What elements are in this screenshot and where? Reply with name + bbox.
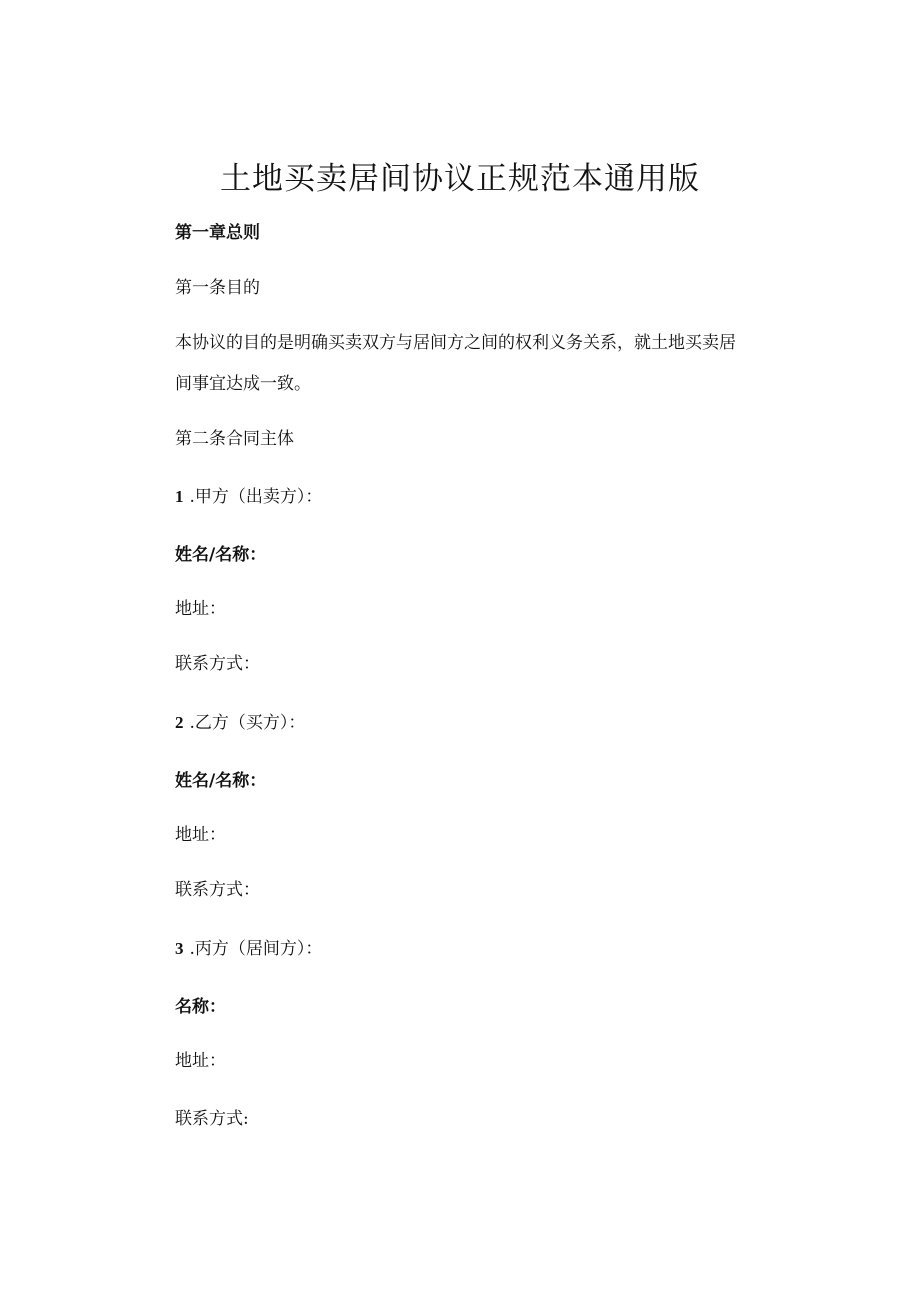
article-1-title: 第一条目的 — [175, 278, 260, 298]
party-a-number: 1 — [175, 487, 184, 506]
article-1-body-line-2: 间事宜达成一致。 — [175, 374, 311, 394]
party-a-address-label: 地址： — [175, 599, 226, 619]
article-2-title: 第二条合同主体 — [175, 429, 294, 449]
party-c-number: 3 — [175, 939, 184, 958]
party-c-name-label: 名称： — [175, 997, 226, 1017]
party-a-heading — [175, 484, 322, 510]
party-b-name-label: 姓名/名称： — [175, 771, 267, 791]
article-1-body-line-1: 本协议的目的是明确买卖双方与居间方之间的权利义务关系，就土地买卖居 — [175, 333, 736, 353]
party-b-number: 2 — [175, 713, 184, 732]
party-b-contact-label: 联系方式： — [175, 880, 260, 900]
party-b-heading — [175, 710, 305, 736]
party-c-contact-label: 联系方式: — [175, 1109, 249, 1129]
party-c-heading — [175, 936, 322, 962]
party-c-address-label: 地址： — [175, 1051, 226, 1071]
party-b-label: .乙方（买方）： — [189, 713, 306, 733]
chapter-heading: 第一章总则 — [175, 223, 260, 243]
party-a-name-label: 姓名/名称： — [175, 545, 267, 565]
party-b-address-label: 地址： — [175, 825, 226, 845]
party-a-contact-label: 联系方式： — [175, 654, 260, 674]
party-a-label: .甲方（出卖方）： — [189, 487, 323, 507]
document-title: 土地买卖居间协议正规范本通用版 — [220, 161, 700, 197]
party-c-label: .丙方（居间方）： — [189, 939, 323, 959]
